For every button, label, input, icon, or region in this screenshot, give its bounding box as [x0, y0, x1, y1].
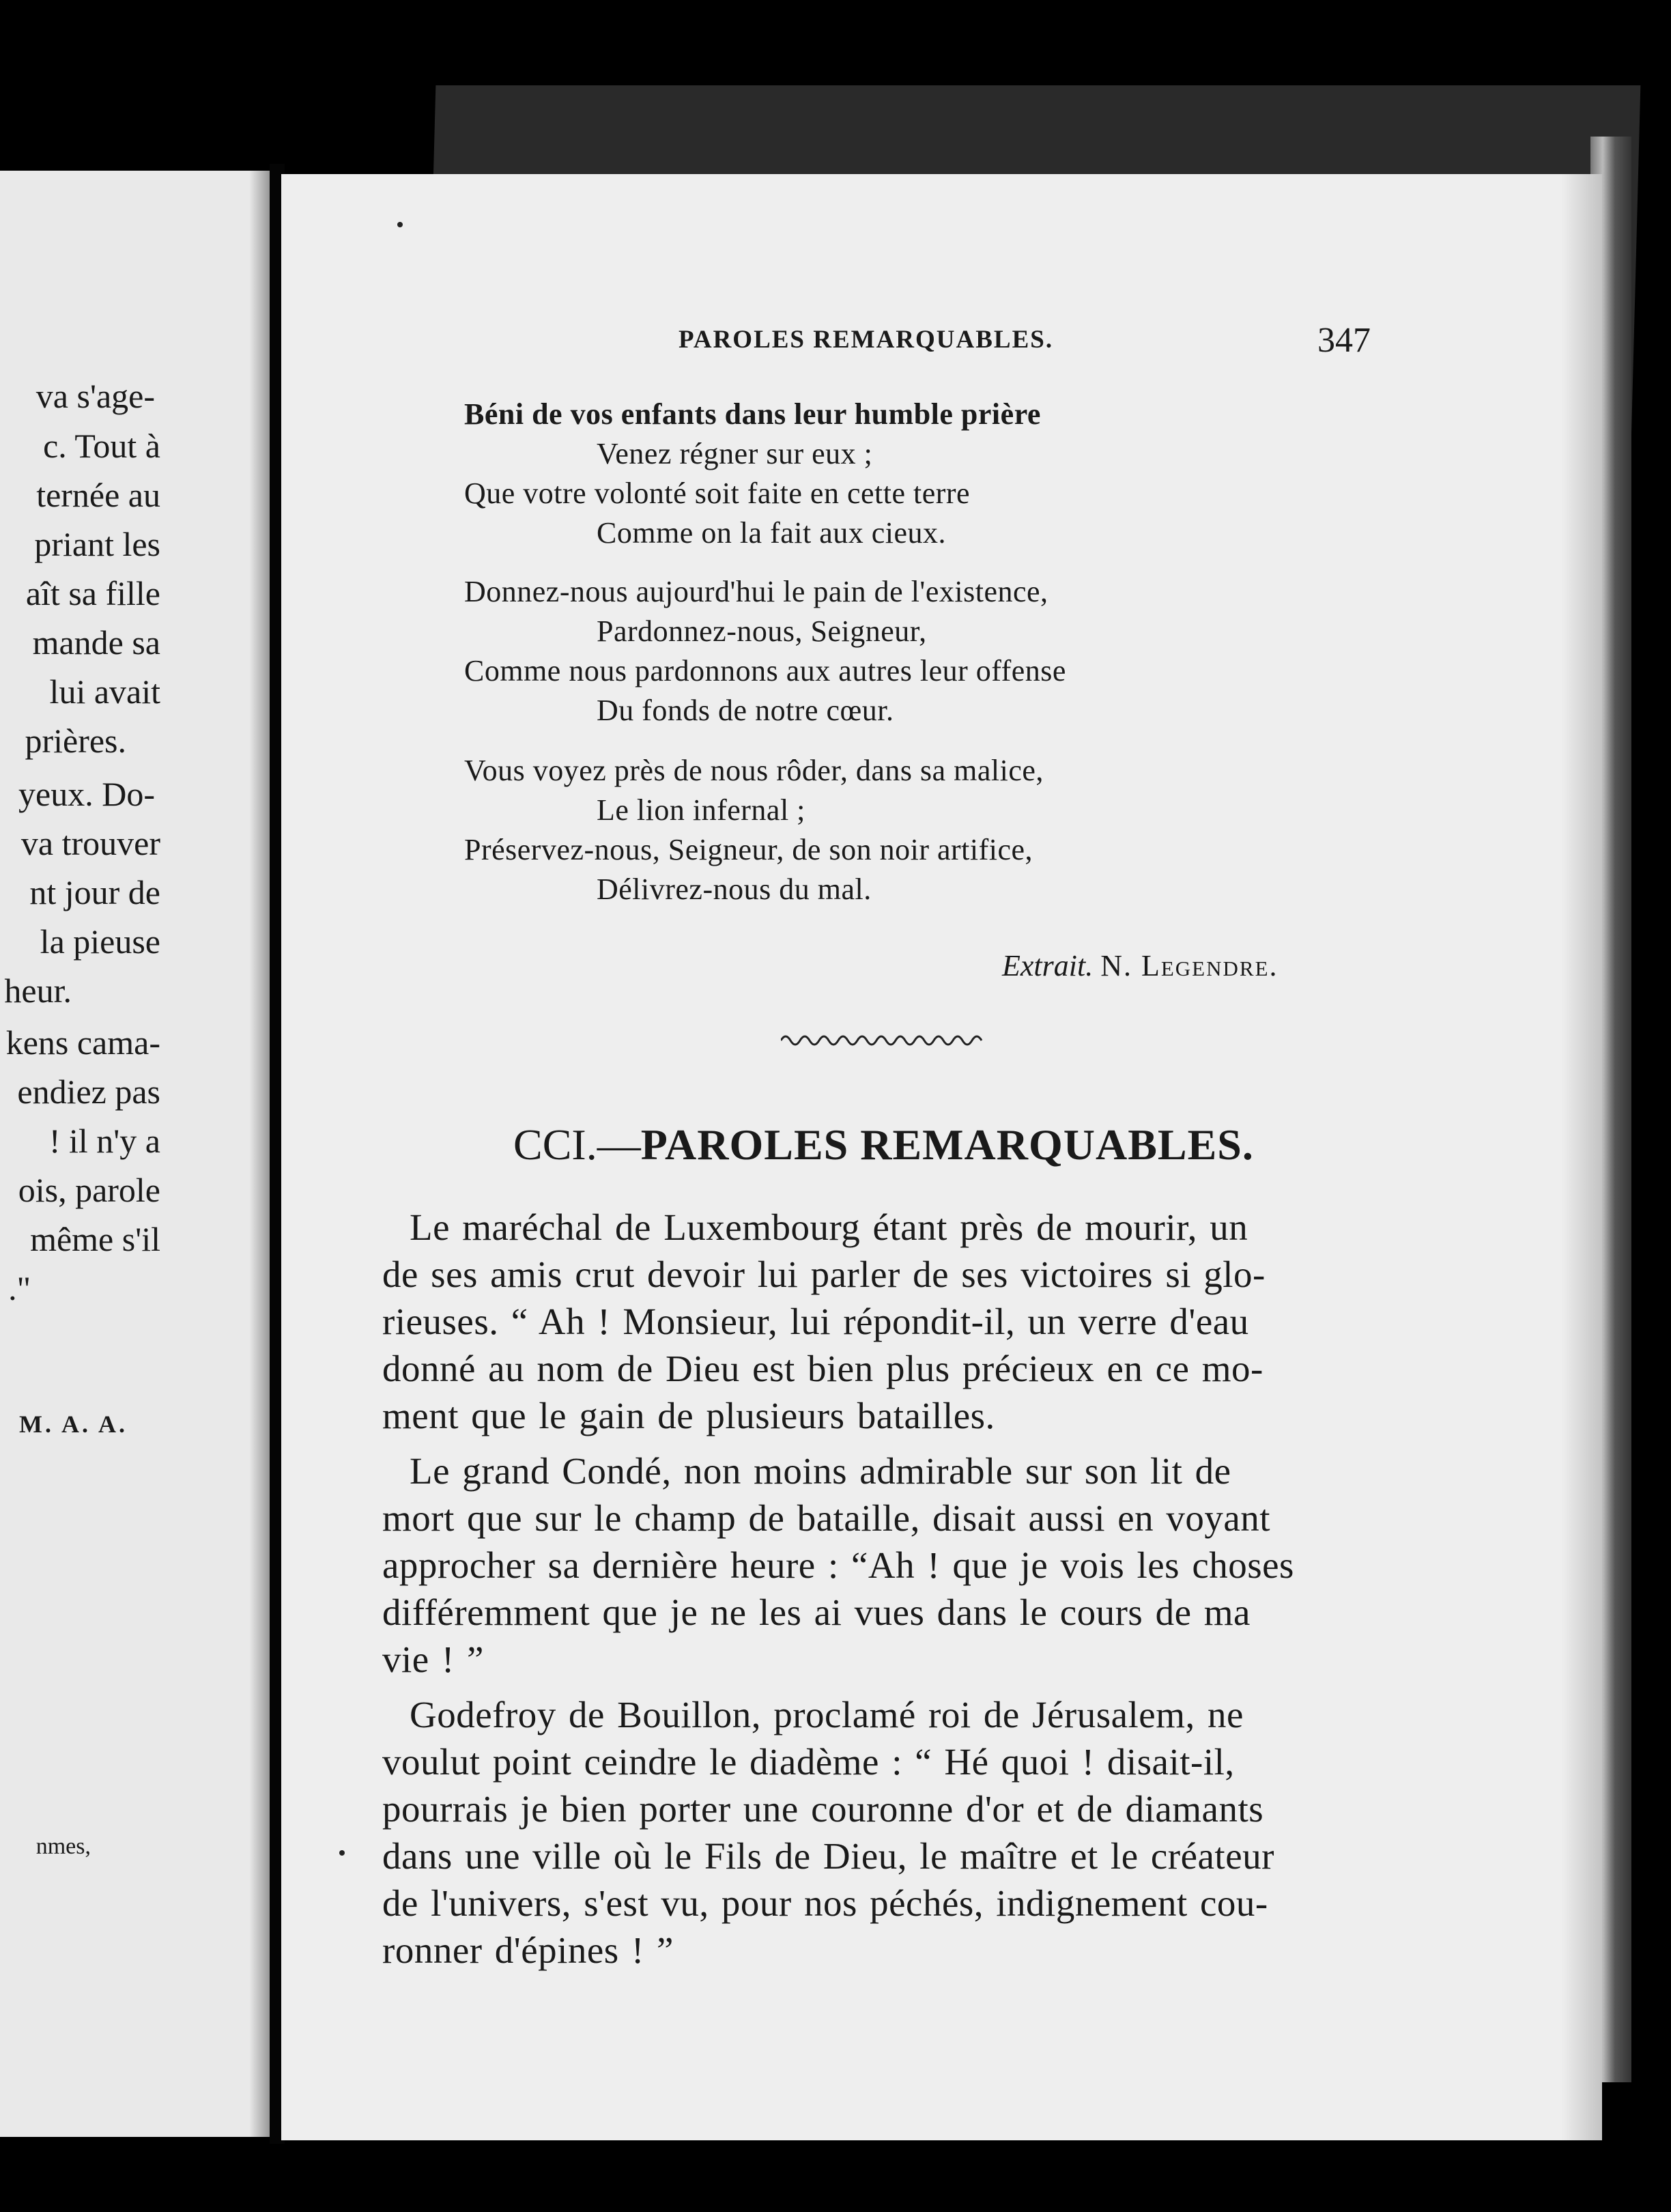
left-page-fragment: ois, parole — [18, 1171, 160, 1209]
poem-line: Préservez-nous, Seigneur, de son noir artifice, — [464, 833, 1033, 866]
left-page-fragment: nt jour de — [29, 873, 160, 911]
poem-line: Venez régner sur eux ; — [597, 437, 873, 470]
section-title: PAROLES REMARQUABLES. — [640, 1120, 1254, 1169]
attribution-author: N. Legendre. — [1100, 949, 1279, 982]
paragraph-line: de l'univers, s'est vu, pour nos péchés, indignement cou- — [382, 1882, 1268, 1924]
poem-line: Béni de vos enfants dans leur humble prière — [464, 397, 1041, 431]
poem-line: Délivrez-nous du mal. — [597, 873, 872, 906]
poem-line: Donnez-nous aujourd'hui le pain de l'existence, — [464, 575, 1048, 608]
paragraph-line: différemment que je ne les ai vues dans le cours de ma — [382, 1591, 1251, 1633]
left-page-fragment: kens cama- — [5, 1023, 160, 1062]
paragraph-line: ronner d'épines ! ” — [382, 1929, 674, 1971]
running-head: PAROLES REMARQUABLES. — [679, 326, 1054, 354]
right-page — [281, 174, 1602, 2140]
paragraph-line: Le grand Condé, non moins admirable sur son lit de — [410, 1450, 1231, 1492]
left-page-fragment: va trouver — [20, 824, 160, 862]
left-page — [0, 171, 270, 2137]
speck — [397, 222, 403, 227]
left-page-fragment: aît sa fille — [25, 574, 160, 612]
left-page-fragment: prières. — [25, 722, 126, 760]
poem-line: Pardonnez-nous, Seigneur, — [597, 614, 927, 648]
left-page-fragment: mande sa — [32, 623, 160, 662]
page-number: 347 — [1317, 321, 1371, 360]
poem-line: Comme on la fait aux cieux. — [597, 516, 947, 550]
left-page-fragment: ." — [8, 1269, 31, 1307]
paragraph-line: pourrais je bien porter une couronne d'or et de diamants — [382, 1788, 1264, 1830]
left-page-fragment: c. Tout à — [43, 427, 160, 465]
left-page-fragment: va s'age- — [35, 377, 155, 415]
paragraph-line: ment que le gain de plusieurs batailles. — [382, 1395, 995, 1436]
section-number: CCI.— — [513, 1120, 641, 1169]
left-page-fragment: nmes, — [35, 1834, 91, 1859]
paragraph-line: de ses amis crut devoir lui parler de ses victoires si glo- — [382, 1253, 1266, 1295]
poem-attribution — [1002, 951, 1279, 981]
left-page-fragment: ! il n'y a — [48, 1122, 160, 1160]
poem-line: Le lion infernal ; — [597, 793, 805, 827]
paragraph-line: mort que sur le champ de bataille, disait aussi en voyant — [382, 1497, 1271, 1539]
left-page-fragment: lui avait — [49, 672, 160, 711]
paragraph-line: dans une ville où le Fils de Dieu, le maître et le créateur — [382, 1835, 1274, 1877]
poem-line: Vous voyez près de nous rôder, dans sa malice, — [464, 754, 1044, 787]
left-page-fragment: même s'il — [30, 1220, 160, 1258]
left-page-fragment: heur. — [4, 972, 72, 1010]
attribution-extract: Extrait. — [1002, 949, 1094, 982]
poem-line: Du fonds de notre cœur. — [597, 694, 894, 727]
left-page-fragment: endiez pas — [17, 1073, 160, 1111]
left-page-fragment: yeux. Do- — [18, 775, 155, 813]
paragraph-line: vie ! ” — [382, 1639, 484, 1680]
poem-line: Que votre volonté soit faite en cette terre — [464, 477, 971, 510]
section-heading — [513, 1120, 1254, 1169]
left-page-signature: M. A. A. — [18, 1410, 128, 1438]
paragraph-line: donné au nom de Dieu est bien plus précieux en ce mo- — [382, 1348, 1263, 1389]
poem-line: Comme nous pardonnons aux autres leur offense — [464, 654, 1066, 687]
left-page-fragment: priant les — [34, 525, 160, 563]
left-page-fragment: ternée au — [36, 476, 160, 514]
paragraph-line: voulut point ceindre le diadème : “ Hé quoi ! disait-il, — [382, 1741, 1235, 1783]
page-edge-shade — [1561, 174, 1602, 2140]
wavy-ornament — [781, 1031, 986, 1050]
paragraph-line: Godefroy de Bouillon, proclamé roi de Jérusalem, ne — [410, 1694, 1244, 1735]
left-page-fragment: la pieuse — [40, 922, 160, 961]
paragraph-line: rieuses. “ Ah ! Monsieur, lui répondit-il, un verre d'eau — [382, 1301, 1249, 1342]
spine-shadow — [249, 171, 270, 2137]
paragraph-line: approcher sa dernière heure : “Ah ! que je vois les choses — [382, 1544, 1294, 1586]
paragraph-line: Le maréchal de Luxembourg étant près de mourir, un — [410, 1206, 1248, 1248]
speck — [339, 1850, 345, 1856]
